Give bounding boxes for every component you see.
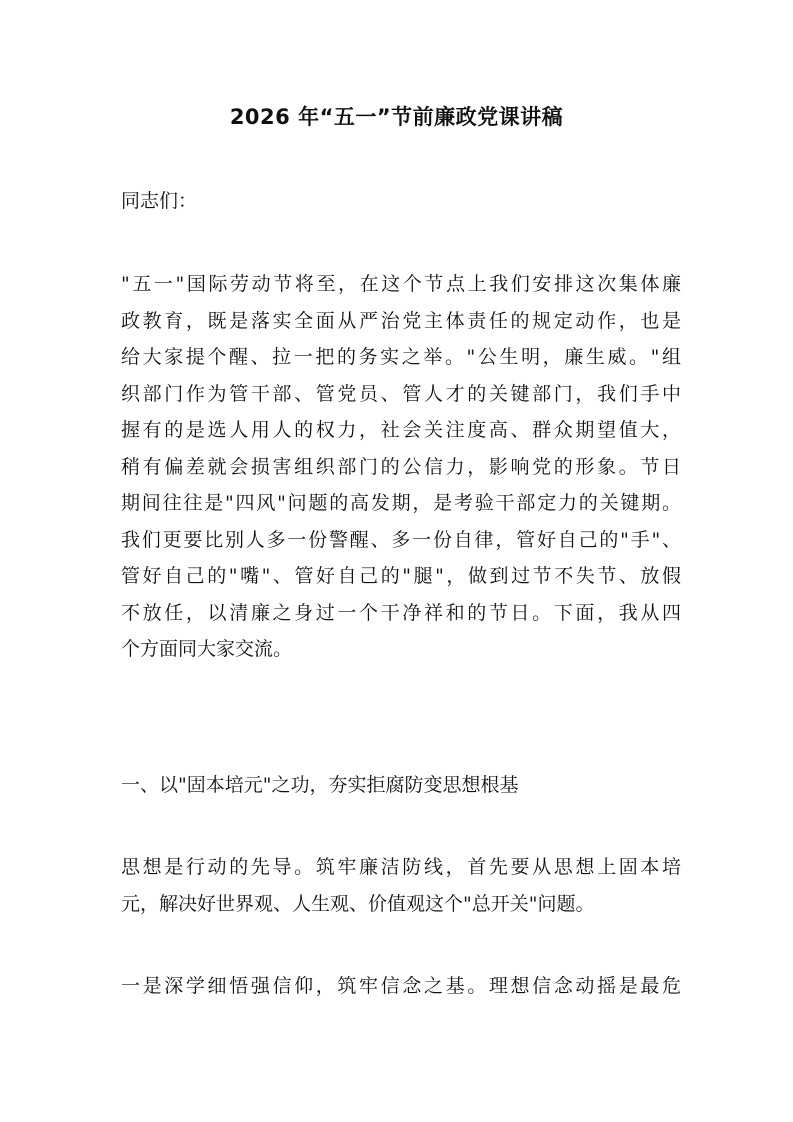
- paragraph-section-intro: [121, 849, 681, 922]
- paragraph-line: 管好自己的"嘴"、管好自己的"腿"，做到过节不失节、放假: [121, 565, 681, 587]
- paragraph-line: 我们更要比别人多一份警醒、多一份自律，管好自己的"手"、: [121, 528, 681, 551]
- paragraph-point-one: [121, 968, 681, 1005]
- paragraph-line: 思想是行动的先导。筑牢廉洁防线，首先要从思想上固本培: [121, 856, 681, 878]
- document-title: 2026 年“五一”节前廉政党课讲稿: [229, 105, 564, 129]
- paragraph-line: "五一"国际劳动节将至，在这个节点上我们安排这次集体廉: [121, 273, 681, 295]
- paragraph-line: 元，解决好世界观、人生观、价值观这个"总开关"问题。: [121, 892, 595, 915]
- paragraph-line: 政教育，既是落实全面从严治党主体责任的规定动作，也是: [121, 309, 681, 332]
- section-heading-line: 一、以"固本培元"之功，夯实拒腐防变思想根基: [121, 774, 519, 796]
- paragraph-line: 一是深学细悟强信仰，筑牢信念之基。理想信念动摇是最危: [121, 975, 681, 997]
- paragraph-line: 握有的是选人用人的权力，社会关注度高、群众期望值大，: [121, 419, 681, 441]
- paragraph-intro: [121, 266, 681, 668]
- paragraph-line: 期间往往是"四风"问题的高发期，是考验干部定力的关键期。: [121, 492, 681, 514]
- paragraph-line: 织部门作为管干部、管党员、管人才的关键部门，我们手中: [121, 382, 681, 405]
- paragraph-line: 给大家提个醒、拉一把的务实之举。"公生明，廉生威。"组: [121, 346, 681, 368]
- greeting: [121, 183, 681, 220]
- paragraph-line: 不放任，以清廉之身过一个干净祥和的节日。下面，我从四: [121, 601, 681, 624]
- paragraph-line: 个方面同大家交流。: [121, 638, 293, 660]
- greeting-line: 同志们：: [121, 190, 198, 212]
- paragraph-line: 稍有偏差就会损害组织部门的公信力，影响党的形象。节日: [121, 455, 681, 478]
- section-heading: [121, 767, 681, 804]
